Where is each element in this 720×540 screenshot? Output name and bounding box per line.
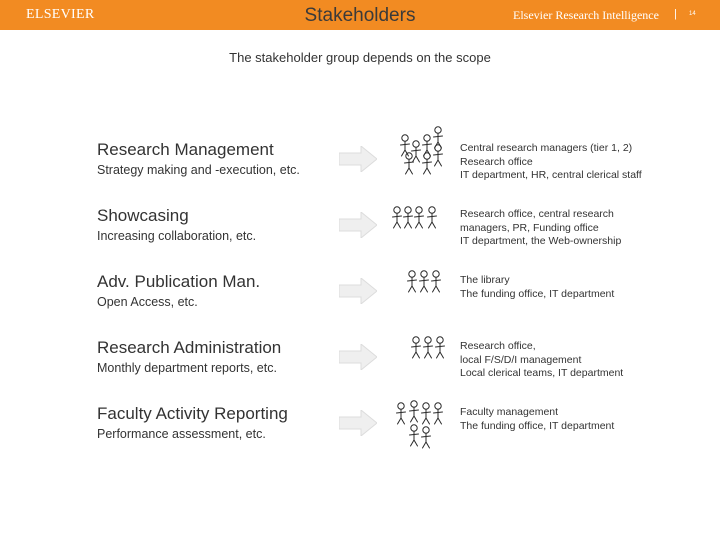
stick-figures-group-icon (404, 334, 454, 370)
stick-figure-icon (415, 207, 424, 228)
row-title: Research Management (97, 140, 274, 159)
arrow-right-icon (339, 278, 377, 304)
stick-figures-group-icon (400, 268, 450, 304)
row-title: Adv. Publication Man. (97, 272, 261, 291)
arrow-right-icon (339, 146, 377, 172)
stick-figure-icon (434, 145, 443, 166)
stick-figure-icon (422, 403, 431, 424)
stick-figure-icon (412, 337, 421, 358)
row-description-line: Research office (460, 155, 533, 168)
stick-figures-group-icon (386, 204, 448, 240)
stick-figure-icon (422, 427, 431, 448)
stakeholder-row (0, 338, 720, 400)
stick-figure-icon (436, 337, 445, 358)
stakeholder-row (0, 272, 720, 334)
elsevier-logo: ELSEVIER (26, 7, 95, 22)
stakeholder-row (0, 404, 720, 466)
slide-subtitle: The stakeholder group depends on the scope (229, 50, 491, 65)
row-description (460, 208, 621, 249)
stick-figure-icon (432, 271, 441, 292)
row-description-line: Faculty management (460, 406, 559, 418)
row-subtitle: Monthly department reports, etc. (97, 361, 277, 375)
row-description-line: Research office, central research (460, 208, 614, 220)
row-description-line: Local clerical teams, IT department (460, 367, 624, 379)
stick-figure-icon (423, 153, 432, 174)
row-subtitle: Performance assessment, etc. (97, 427, 266, 441)
stick-figure-icon (412, 141, 421, 162)
row-description-line: The funding office, IT department (460, 419, 615, 432)
row-subtitle: Open Access, etc. (97, 295, 198, 309)
row-description-line: Central research managers (tier 1, 2) (460, 142, 633, 154)
stick-figures-group-icon (390, 400, 450, 456)
row-title: Research Administration (97, 338, 282, 357)
page-number: 14 (689, 11, 696, 17)
header-bar (0, 0, 720, 30)
row-description (460, 406, 614, 433)
row-description-line: managers, PR, Funding office (460, 221, 599, 234)
arrow-right-icon (339, 212, 377, 238)
row-description-line: IT department, HR, central clerical staff (460, 169, 642, 181)
arrow-right-icon (339, 410, 377, 436)
stick-figure-icon (434, 403, 443, 424)
stick-figure-icon (428, 207, 437, 228)
arrow-right-icon (339, 344, 377, 370)
row-description (460, 340, 623, 381)
row-description (460, 142, 642, 183)
row-description-line: Research office, (460, 340, 536, 352)
row-description-line: The funding office, IT department (460, 287, 615, 300)
stakeholder-row (0, 140, 720, 202)
row-description-line: The library (460, 274, 510, 286)
stick-figure-icon (393, 207, 402, 228)
stakeholder-row (0, 206, 720, 268)
slide-title: Stakeholders (304, 5, 416, 26)
stick-figure-icon (410, 401, 419, 422)
header-separator: | (674, 8, 677, 20)
stick-figure-icon (405, 153, 414, 174)
stick-figure-icon (408, 271, 417, 292)
stick-figure-icon (410, 425, 419, 446)
row-description-line: local F/S/D/I management (460, 353, 582, 366)
row-subtitle: Strategy making and -execution, etc. (97, 163, 300, 177)
row-description (460, 274, 614, 301)
row-subtitle: Increasing collaboration, etc. (97, 229, 257, 243)
stick-figure-icon (420, 271, 429, 292)
row-title: Faculty Activity Reporting (97, 404, 288, 423)
stick-figure-icon (397, 403, 406, 424)
row-title: Showcasing (97, 206, 189, 225)
stick-figure-icon (424, 337, 433, 358)
row-description-line: IT department, the Web-ownership (460, 235, 622, 247)
stick-figure-icon (404, 207, 413, 228)
stick-figures-group-icon (392, 126, 450, 178)
elsevier-research-intelligence-logo: Elsevier Research Intelligence (513, 8, 659, 22)
